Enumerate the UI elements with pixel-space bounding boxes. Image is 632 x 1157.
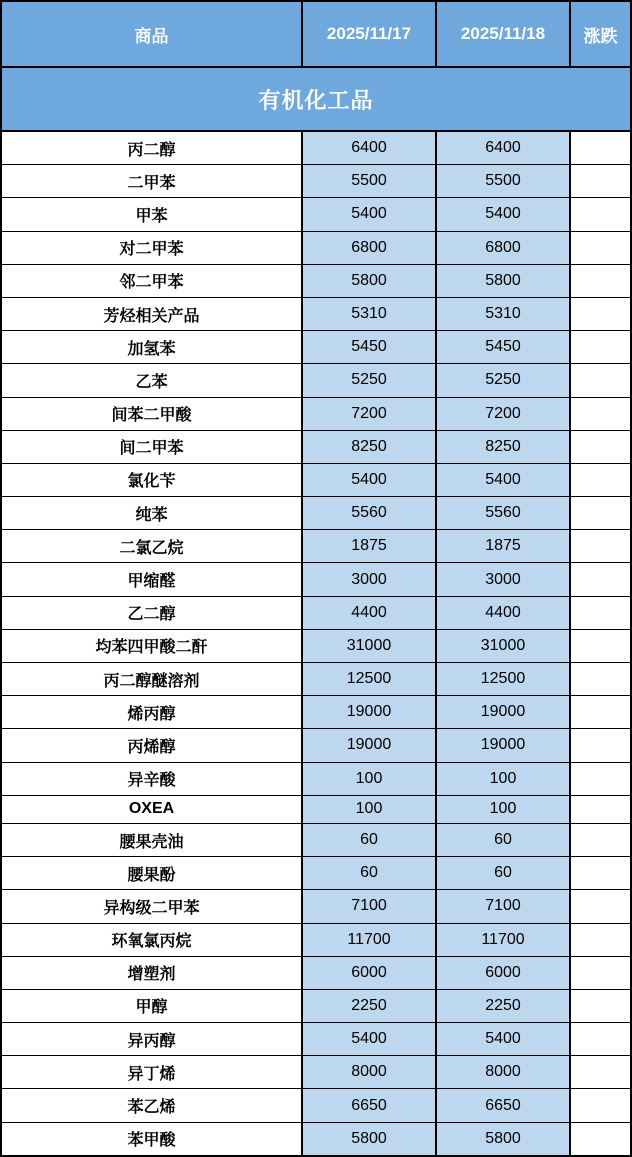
price-cell-2025-11-17: 6400 [303, 132, 437, 164]
section-header-organic-chemicals: 有机化工品 [2, 68, 630, 132]
change-cell [571, 364, 630, 396]
table-row [2, 824, 630, 857]
commodity-name-cell: 烯丙醇 [2, 696, 303, 728]
price-cell-2025-11-17: 8000 [303, 1056, 437, 1088]
price-cell-2025-11-18: 2250 [437, 990, 571, 1022]
change-cell [571, 597, 630, 629]
commodity-name-cell: 苯甲酸 [2, 1123, 303, 1155]
price-cell-2025-11-17: 100 [303, 796, 437, 823]
price-cell-2025-11-17: 3000 [303, 563, 437, 595]
commodity-name-cell: 乙二醇 [2, 597, 303, 629]
change-cell [571, 1023, 630, 1055]
commodity-name-cell: 异构级二甲苯 [2, 890, 303, 922]
table-row [2, 1023, 630, 1056]
price-cell-2025-11-17: 5400 [303, 198, 437, 230]
price-cell-2025-11-17: 60 [303, 824, 437, 856]
change-cell [571, 890, 630, 922]
commodity-name-cell: 间二甲苯 [2, 431, 303, 463]
change-cell [571, 1123, 630, 1155]
change-cell [571, 530, 630, 562]
commodity-name-cell: 异辛酸 [2, 763, 303, 795]
commodity-name-cell: 甲缩醛 [2, 563, 303, 595]
table-row [2, 331, 630, 364]
commodity-name-cell: 异丙醇 [2, 1023, 303, 1055]
price-cell-2025-11-18: 11700 [437, 924, 571, 956]
table-row [2, 464, 630, 497]
change-cell [571, 1089, 630, 1121]
table-row [2, 796, 630, 824]
commodity-name-cell: 腰果壳油 [2, 824, 303, 856]
price-cell-2025-11-17: 19000 [303, 696, 437, 728]
price-cell-2025-11-17: 1875 [303, 530, 437, 562]
price-cell-2025-11-18: 31000 [437, 630, 571, 662]
price-cell-2025-11-18: 100 [437, 796, 571, 823]
change-cell [571, 265, 630, 297]
price-cell-2025-11-17: 6800 [303, 232, 437, 264]
commodity-name-cell: 环氧氯丙烷 [2, 924, 303, 956]
price-cell-2025-11-18: 5400 [437, 198, 571, 230]
table-row [2, 1056, 630, 1089]
price-cell-2025-11-18: 7200 [437, 398, 571, 430]
commodity-name-cell: 丙二醇醚溶剂 [2, 663, 303, 695]
table-row [2, 729, 630, 762]
price-cell-2025-11-17: 5400 [303, 1023, 437, 1055]
change-cell [571, 957, 630, 989]
commodity-name-cell: 对二甲苯 [2, 232, 303, 264]
column-header-commodity: 商品 [2, 2, 303, 66]
price-cell-2025-11-18: 1875 [437, 530, 571, 562]
commodity-name-cell: 腰果酚 [2, 857, 303, 889]
price-cell-2025-11-17: 19000 [303, 729, 437, 761]
table-row [2, 890, 630, 923]
table-row [2, 398, 630, 431]
column-header-date-2025-11-17: 2025/11/17 [303, 2, 437, 66]
table-row [2, 165, 630, 198]
change-cell [571, 663, 630, 695]
price-cell-2025-11-17: 2250 [303, 990, 437, 1022]
table-row [2, 431, 630, 464]
change-cell [571, 696, 630, 728]
commodity-name-cell: 增塑剂 [2, 957, 303, 989]
price-cell-2025-11-18: 5500 [437, 165, 571, 197]
change-cell [571, 763, 630, 795]
price-cell-2025-11-17: 5800 [303, 1123, 437, 1155]
price-cell-2025-11-17: 7200 [303, 398, 437, 430]
commodity-name-cell: 二氯乙烷 [2, 530, 303, 562]
price-cell-2025-11-18: 4400 [437, 597, 571, 629]
table-row [2, 663, 630, 696]
commodity-name-cell: 乙苯 [2, 364, 303, 396]
commodity-name-cell: 间苯二甲酸 [2, 398, 303, 430]
change-cell [571, 990, 630, 1022]
price-cell-2025-11-18: 19000 [437, 696, 571, 728]
table-body [2, 132, 630, 1155]
change-cell [571, 464, 630, 496]
table-row [2, 364, 630, 397]
price-cell-2025-11-18: 6000 [437, 957, 571, 989]
price-cell-2025-11-18: 60 [437, 857, 571, 889]
table-row [2, 232, 630, 265]
change-cell [571, 857, 630, 889]
table-row [2, 924, 630, 957]
table-row [2, 497, 630, 530]
commodity-name-cell: 纯苯 [2, 497, 303, 529]
change-cell [571, 298, 630, 330]
table-row [2, 1123, 630, 1155]
price-cell-2025-11-17: 7100 [303, 890, 437, 922]
change-cell [571, 1056, 630, 1088]
table-row [2, 957, 630, 990]
change-cell [571, 431, 630, 463]
change-cell [571, 563, 630, 595]
change-cell [571, 331, 630, 363]
table-row [2, 530, 630, 563]
commodity-name-cell: 苯乙烯 [2, 1089, 303, 1121]
price-cell-2025-11-18: 8250 [437, 431, 571, 463]
price-cell-2025-11-18: 6800 [437, 232, 571, 264]
price-cell-2025-11-18: 60 [437, 824, 571, 856]
change-cell [571, 729, 630, 761]
price-cell-2025-11-17: 5310 [303, 298, 437, 330]
table-row [2, 1089, 630, 1122]
commodity-name-cell: 二甲苯 [2, 165, 303, 197]
price-cell-2025-11-17: 5400 [303, 464, 437, 496]
table-row [2, 563, 630, 596]
table-header-row [2, 2, 630, 68]
price-cell-2025-11-17: 4400 [303, 597, 437, 629]
price-cell-2025-11-18: 5450 [437, 331, 571, 363]
price-cell-2025-11-18: 6400 [437, 132, 571, 164]
price-cell-2025-11-18: 5800 [437, 1123, 571, 1155]
price-cell-2025-11-18: 8000 [437, 1056, 571, 1088]
commodity-name-cell: 丙二醇 [2, 132, 303, 164]
change-cell [571, 165, 630, 197]
column-header-change: 涨跌 [583, 26, 618, 46]
change-cell [571, 630, 630, 662]
change-cell [571, 824, 630, 856]
change-cell [571, 497, 630, 529]
price-cell-2025-11-18: 12500 [437, 663, 571, 695]
price-cell-2025-11-18: 7100 [437, 890, 571, 922]
price-cell-2025-11-17: 31000 [303, 630, 437, 662]
change-cell [571, 796, 630, 823]
change-cell [571, 198, 630, 230]
table-row [2, 630, 630, 663]
price-cell-2025-11-18: 3000 [437, 563, 571, 595]
price-cell-2025-11-17: 6650 [303, 1089, 437, 1121]
price-cell-2025-11-18: 5400 [437, 464, 571, 496]
commodity-name-cell: 氯化苄 [2, 464, 303, 496]
commodity-name-cell: 甲苯 [2, 198, 303, 230]
price-cell-2025-11-17: 11700 [303, 924, 437, 956]
price-cell-2025-11-17: 5450 [303, 331, 437, 363]
commodity-name-cell: 甲醇 [2, 990, 303, 1022]
price-cell-2025-11-17: 8250 [303, 431, 437, 463]
column-header-date-2025-11-18: 2025/11/18 [437, 2, 571, 66]
commodity-name-cell: 均苯四甲酸二酐 [2, 630, 303, 662]
change-cell [571, 132, 630, 164]
price-cell-2025-11-17: 12500 [303, 663, 437, 695]
commodity-name-cell: OXEA [2, 796, 303, 823]
table-row [2, 597, 630, 630]
price-cell-2025-11-17: 5500 [303, 165, 437, 197]
price-cell-2025-11-18: 19000 [437, 729, 571, 761]
price-cell-2025-11-17: 5250 [303, 364, 437, 396]
price-cell-2025-11-18: 5800 [437, 265, 571, 297]
change-cell [571, 232, 630, 264]
price-cell-2025-11-17: 5800 [303, 265, 437, 297]
price-cell-2025-11-18: 5310 [437, 298, 571, 330]
table-row [2, 990, 630, 1023]
price-cell-2025-11-17: 5560 [303, 497, 437, 529]
price-cell-2025-11-18: 6650 [437, 1089, 571, 1121]
table-row [2, 198, 630, 231]
table-row [2, 298, 630, 331]
table-row [2, 763, 630, 796]
commodity-name-cell: 异丁烯 [2, 1056, 303, 1088]
change-cell [571, 924, 630, 956]
price-cell-2025-11-18: 100 [437, 763, 571, 795]
table-row [2, 132, 630, 165]
price-cell-2025-11-18: 5400 [437, 1023, 571, 1055]
commodity-name-cell: 邻二甲苯 [2, 265, 303, 297]
price-cell-2025-11-17: 60 [303, 857, 437, 889]
price-cell-2025-11-18: 5250 [437, 364, 571, 396]
price-cell-2025-11-17: 6000 [303, 957, 437, 989]
commodity-name-cell: 芳烃相关产品 [2, 298, 303, 330]
commodity-name-cell: 加氢苯 [2, 331, 303, 363]
table-row [2, 696, 630, 729]
change-cell [571, 398, 630, 430]
price-cell-2025-11-17: 100 [303, 763, 437, 795]
table-row [2, 265, 630, 298]
price-cell-2025-11-18: 5560 [437, 497, 571, 529]
table-row [2, 857, 630, 890]
commodity-name-cell: 丙烯醇 [2, 729, 303, 761]
